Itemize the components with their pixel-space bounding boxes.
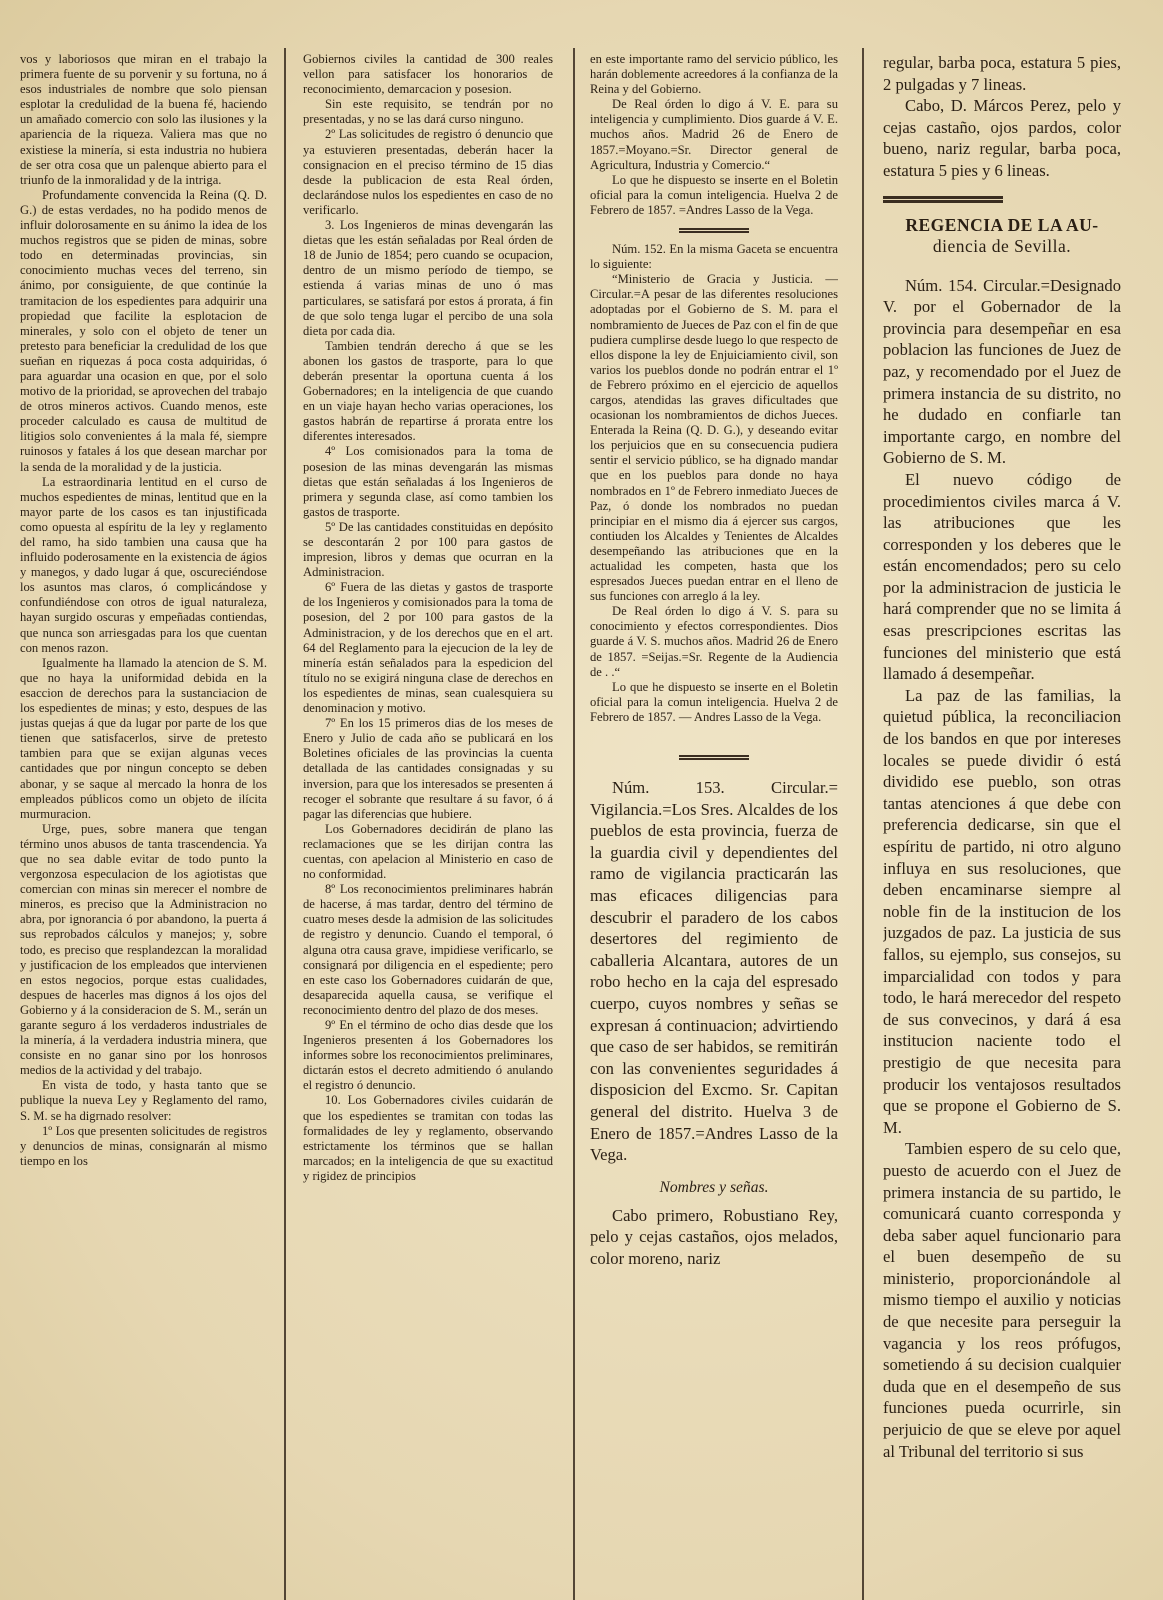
paragraph: Cabo primero, Robustiano Rey, pelo y cejas castaños, ojos melados, color moreno, nariz	[590, 1205, 838, 1268]
column-4	[883, 52, 1121, 1592]
paragraph: Núm. 152. En la misma Gaceta se encuentra lo siguiente:	[590, 242, 838, 272]
paragraph: De Real órden lo digo á V. S. para su conocimiento y efectos correspondientes. Dios guarde á V. S. muchos años. Madrid 26 de Enero de 1857. =Seijas.=Sr. Regente de la Audiencia de . .“	[590, 604, 838, 679]
paragraph: Sin este requisito, se tendrán por no presentadas, y no se las dará curso ninguno.	[303, 97, 553, 127]
paragraph: 5º De las cantidades constituidas en depósito se descontarán 2 por 100 para gastos de impresion, libros y demas que ocurran en la Administracion.	[303, 519, 553, 580]
paragraph: Cabo, D. Márcos Perez, pelo y cejas castaño, ojos pardos, color bueno, nariz regular, barba poca, estatura 5 pies y 6 lineas.	[883, 96, 1121, 180]
paragraph: vos y laboriosos que miran en el trabajo la primera fuente de su porvenir y su fortuna, no á esos industriales de nombre que solo piensan esplotar la credulidad de la buena fé, haciendo un amañado comercio con solo las ilusiones y la apariencia de la riqueza. Valiera mas que no existiese la minería, si esta industria no hubiera de ser otra cosa que un palenque abierto para el triunfo de la inmoralidad y de la intriga.	[20, 52, 267, 187]
paragraph: Gobiernos civiles la cantidad de 300 reales vellon para satisfacer los honorarios de reconocimiento, demarcacion y posesion.	[303, 52, 553, 97]
paragraph: Urge, pues, sobre manera que tengan término unos abusos de tanta trascendencia. Ya que no sea dable evitar de todo punto la vergonzosa especulacion de los agiotistas que comercian con minas sin merecer el nombre de mineros, es preciso que la Administracion no abra, por ignorancia ó por abandono, la puerta á sus reprobados cálculos y manejos; y, sobre todo, es preciso que resplandezcan la moralidad y justificacion de los empleados que intervienen en estos negocios, porque estas cualidades, despues de hacerles mas dignos á los ojos del Gobierno y á la consideracion de S. M., serán un garante seguro á los verdaderos industriales de la minería, á la verdadera industria minera, que consiste en no ganar sino por los honrosos medios de la actividad y del trabajo.	[20, 821, 267, 1078]
paragraph: Lo que he dispuesto se inserte en el Boletin oficial para la comun inteligencia. Huelva 2 de Febrero de 1857. =Andres Lasso de la Vega.	[590, 172, 838, 217]
column-rule	[573, 48, 575, 1600]
paragraph: Lo que he dispuesto se inserte en el Boletin oficial para la comun inteligencia. Huelva 2 de Febrero de 1857. — Andres Lasso de la Vega.	[590, 679, 838, 724]
paragraph: En vista de todo, y hasta tanto que se publique la nueva Ley y Reglamento del ramo, S. M. se ha digrnado resolver:	[20, 1078, 267, 1123]
paragraph: 10. Los Gobernadores civiles cuidarán de que los espedientes se tramitan con todas las formalidades de ley y reglamento, observando estrictamente los términos que se hallan marcados; en la inteligencia de que su exactitud y rigidez de principios	[303, 1093, 553, 1183]
paragraph: regular, barba poca, estatura 5 pies, 2 pulgadas y 7 lineas.	[883, 53, 1121, 94]
paragraph: 9º En el término de ocho dias desde que los Ingenieros presenten á los Gobernadores los informes sobre los reconocimientos preliminares, dictarán estos el decreto admitiendo ó anulando el registro ó denuncio.	[303, 1018, 553, 1093]
subheading: Nombres y señas.	[659, 1178, 769, 1196]
paragraph: 3. Los Ingenieros de minas devengarán las dietas que les están señaladas por Real órden de 18 de Junio de 1854; pero cuando se ocupacion, dentro de un mismo período de tiempo, se estienda á varias minas de uno ó mas particulares, se satisfará por estos á prorata, á fin de que solo tenga lugar el percibo de una sola dieta por cada dia.	[303, 218, 553, 338]
paragraph: en este importante ramo del servicio público, les harán doblemente acreedores á la confianza de la Reina y del Gobierno.	[590, 52, 838, 97]
paragraph: La estraordinaria lentitud en el curso de muchos espedientes de minas, lentitud que en la mayor parte de los casos es tan injustificada como opuesta al espíritu de la ley y reglamento del ramo, ha sido tambien una causa que ha influido poderosamente en la existencia de ágios y manegos, y dado lugar á que, oscureciéndose los asuntos mas claros, ó complicándose y confundiéndose con otros de igual naturaleza, hayan surgido oscuras y empeñadas contiendas, que nunca son arriesgadas para los que cuentan con menos razon.	[20, 474, 267, 655]
column-2	[303, 52, 553, 1592]
paragraph-circular-153: Núm. 153. Circular.= Vigilancia.=Los Sres. Alcaldes de los pueblos de esta provincia, fuerza de la guardia civil y dependientes del ramo de vigilancia practicarán las mas eficaces diligencias para descubrir el paradero de los cabos desertores del regimiento de caballeria Alcantara, autores de un robo hecho en la caja del espresado cuerpo, cuyos nombres y señas se expresan á continuacion; advirtiendo que caso de ser habidos, se remitirán con las convenientes seguridades á disposicion del Excmo. Sr. Capitan general del distrito. Huelva 3 de Enero de 1857.=Andres Lasso de la Vega.	[590, 778, 838, 1165]
paragraph: 8º Los reconocimientos preliminares habrán de hacerse, á mas tardar, dentro del término de cuatro meses desde la admision de las solicitudes de registro y denuncio. Cuando el temporal, ó alguna otra causa grave, impidiese verificarlo, se consignará por diligencia en el espediente; pero en este caso los Gobernadores cuidarán de que, desaparecida aquella causa, se verifique el reconocimiento dentro del plazo de dos meses.	[303, 882, 553, 1017]
paragraph: Profundamente convencida la Reina (Q. D. G.) de estas verdades, no ha podido menos de influir dolorosamente en su ánimo la idea de los muchos registros que se piden de minas, sobre todo en determinadas provincias, sin conocimiento muchas veces del terreno, sin ánimo, por consiguiente, de que continúe la tramitacion de los espedientes para adquirir una propiedad que facilite la esplotacion de minerales, y solo con el objeto de tener un pretesto para beneficiar la credulidad de los que sueñan en riquezas á poca costa adquiridas, ó para aguardar una ocasion en que, por el solo motivo de la prioridad, se aprovechen del trabajo de otros mineros activos. Cuando menos, este proceder calculado es causa de multitud de litigios solo convenientes á la mala fé, siempre ruinosos y fatales á los que desean marchar por la senda de la moralidad y de la justicia.	[20, 187, 267, 474]
paragraph: 4º Los comisionados para la toma de posesion de las minas devengarán las mismas dietas que están señaladas á los Ingenieros de primera y segunda clase, así como tambien los gastos de trasporte.	[303, 444, 553, 519]
section-separator	[883, 196, 1003, 199]
paragraph: Tambien espero de su celo que, puesto de acuerdo con el Juez de primera instancia de su partido, le comunicará cuanto corresponda y deba saber aquel funcionario para el buen desempeño de su ministerio, proporcionándole al mismo tiempo el auxilio y noticias de que necesite para perseguir la vagancia y los reos prófugos, sometiendo á su decision cualquier duda que en el desempeño de sus funciones pueda ocurrirle, sin perjuicio de que se eleve por aquel al Tribunal del territorio si sus	[883, 1139, 1121, 1461]
paragraph: 2º Las solicitudes de registro ó denuncio que ya estuvieren presentadas, deberán hacer la consignacion en el preciso término de 15 dias desde la publicacion de esta Real órden, declarándose nulos los espedientes en caso de no verificarlo.	[303, 127, 553, 217]
paragraph: 1º Los que presenten solicitudes de registros y denuncios de minas, consignarán al mismo tiempo en los	[20, 1123, 267, 1168]
section-separator	[679, 755, 749, 757]
paragraph: Los Gobernadores decidirán de plano las reclamaciones que se les dirijan contra las cuentas, con apelacion al Ministerio en caso de no conformidad.	[303, 821, 553, 882]
column-rule	[862, 48, 864, 1600]
paragraph: 7º En los 15 primeros dias de los meses de Enero y Julio de cada año se publicará en los Boletines oficiales de las provincias la cuenta detallada de las cantidades consignadas y su inversion, para que los interesados se presenten á recoger el sobrante que resultare á su favor, ó á pagar las diferencias que hubiere.	[303, 716, 553, 821]
paragraph: “Ministerio de Gracia y Justicia. —Circular.=A pesar de las diferentes resoluciones adoptadas por el Gobierno de S. M. para el nombramiento de Jueces de Paz con el fin de que pudiera cumplirse desde luego lo que respecto de ellos dispone la ley de Enjuiciamiento civil, son varios los pueblos donde no podrán entrar el 1º de Febrero próximo en el ejercicio de aquellos cargos, atendidas las graves dificultades que ocasionan los nombramientos de dichos Jueces. Enterada la Reina (Q. D. G.), y deseando evitar los perjuicios que en su consecuencia pudiera sentir el servicio público, se ha dignado mandar que en los pueblos para donde no haya nombrados en 1º de Febrero inmediato Jueces de Paz, ó donde los nombrados no puedan principiar en el mismo dia á ejercer sus cargos, contiuden los Alcaldes y Tenientes de Alcaldes desempeñando las atribuciones que en la actualidad les competen, hasta que los espresados Jueces puedan entrar en el lleno de sus funciones con arreglo á la ley.	[590, 272, 838, 604]
section-heading	[883, 215, 1121, 257]
paragraph: Igualmente ha llamado la atencion de S. M. que no haya la uniformidad debida en la esaccion de derechos para la sustanciacion de los espedientes de minas; y esto, despues de las justas quejas á que da lugar por parte de los que tienen que satisfacerlos, sirve de pretesto tambien para que se exijan algunas veces cantidades que por ningun concepto se deben abonar, y se saque al mercado la honra de los empleados públicos como un objeto de ilícita murmuracion.	[20, 655, 267, 821]
paragraph: 6º Fuera de las dietas y gastos de trasporte de los Ingenieros y comisionados para la toma de posesion, del 2 por 100 para gastos de la Administracion, y de los derechos que en el art. 64 del Reglamento para la ejecucion de la ley de minería están señalados para la espedicion del título no se exigirá ninguna clase de derechos en los espedientes de minas, sean cualesquiera su denominacion y motivo.	[303, 580, 553, 716]
paragraph: De Real órden lo digo á V. E. para su inteligencia y cumplimiento. Dios guarde á V. E. muchos años. Madrid 26 de Enero de 1857.=Moyano.=Sr. Director general de Agricultura, Industria y Comercio.“	[590, 97, 838, 172]
paragraph: Núm. 154. Circular.=Designado V. por el Gobernador de la provincia para desempeñar en esa poblacion las funciones de Juez de paz, y recomendado por el Juez de primera instancia de su distrito, no he dudado en confiarle tan importante cargo, en nombre del Gobierno de S. M.	[883, 275, 1121, 468]
column-3	[590, 52, 838, 1592]
heading-line: REGENCIA DE LA AU-	[905, 214, 1099, 235]
heading-line: diencia de Sevilla.	[932, 235, 1072, 256]
section-separator	[679, 228, 749, 230]
paragraph: Tambien tendrán derecho á que se les abonen los gastos de trasporte, para lo que deberán presentar la oportuna cuenta á los Gobernadores; en la inteligencia de que cuando en un viaje hayan hecho varias operaciones, los gastos habrán de repartirse á prorata entre los diferentes interesados.	[303, 338, 553, 444]
paragraph: El nuevo código de procedimientos civiles marca á V. las atribuciones que les corresponden y los deberes que le están encomendados; pero su celo por la administracion de justicia le hará comprender que no se limita á esas prescripciones escritas las funciones del ministerio que está llamado á desempeñar.	[883, 469, 1121, 684]
paragraph: La paz de las familias, la quietud pública, la reconciliacion de los bandos en que por intereses locales se puede dividir ó está dividido ese pueblo, son otras tantas atenciones á que debe con preferencia dedicarse, sin que el espíritu de partido, ni otro alguno influya en sus resoluciones, que deben encaminarse siempre al noble fin de la institucion de los juzgados de paz. La justicia de sus fallos, su ejemplo, sus consejos, su imparcialidad con todos y para todo, le hará merecedor del respeto de sus convecinos, y dará á esa institucion naciente todo el prestigio de que necesita para producir los ventajosos resultados que se propone el Gobierno de S. M.	[883, 685, 1121, 1137]
column-rule	[284, 48, 286, 1600]
column-1	[20, 52, 267, 1592]
